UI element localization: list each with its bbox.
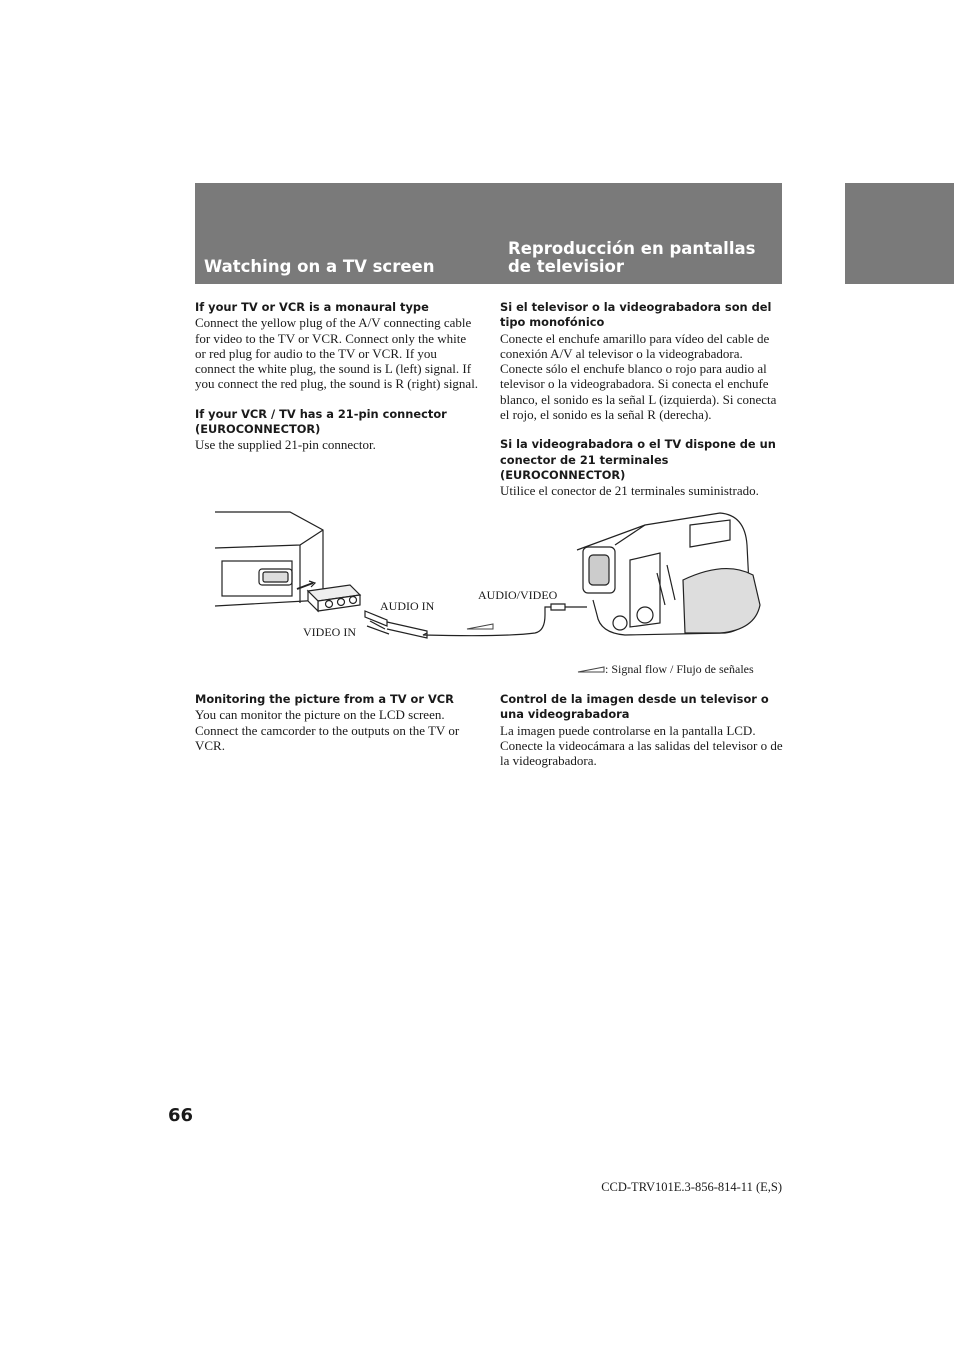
body-21-terminales: Utilice el conector de 21 terminales suministrado. [500, 483, 759, 499]
label-audio-in: AUDIO IN [380, 599, 435, 613]
vcr-illustration [215, 512, 323, 606]
title-english: Watching on a TV screen [204, 257, 435, 276]
spanish-column-lower [500, 692, 784, 768]
camcorder-illustration [577, 513, 760, 635]
english-column-upper [195, 300, 480, 468]
heading-control-imagen: Control de la imagen desde un televisor o una videograbadora [500, 692, 769, 722]
scart-adapter [297, 581, 360, 611]
heading-monofonico: Si el televisor o la videograbadora son del tipo monofónico [500, 300, 772, 330]
title-spanish: Reproducción en pantallas de televisior [508, 239, 756, 276]
signal-flow-legend [577, 662, 754, 677]
body-monaural: Connect the yellow plug of the A/V connecting cable for video to the TV or VCR. Connect only the white or red plug for audio to the TV or VCR. If you connect the white plug, the sound is L (left) signal. If you connect the red plug, the sound is R (right) signal. [195, 315, 479, 392]
label-audio-video: AUDIO/VIDEO [478, 588, 558, 602]
label-video-in: VIDEO IN [303, 625, 356, 639]
document-code: CCD-TRV101E.3-856-814-11 (E,S) [601, 1180, 782, 1194]
heading-monaural: If your TV or VCR is a monaural type [195, 300, 429, 314]
heading-21-terminales: Si la videograbadora o el TV dispone de un conector de 21 terminales (EUROCONNECTOR) [500, 437, 776, 482]
signal-flow-icon [577, 666, 605, 674]
signal-flow-note: : Signal flow / Flujo de señales [605, 662, 754, 676]
english-column-lower [195, 692, 480, 753]
spanish-column-upper [500, 300, 784, 514]
section-tab [845, 183, 954, 284]
heading-21pin: If your VCR / TV has a 21-pin connector (EUROCONNECTOR) [195, 406, 447, 437]
body-21pin: Use the supplied 21-pin connector. [195, 437, 376, 453]
connection-diagram [205, 505, 785, 680]
heading-monitoring: Monitoring the picture from a TV or VCR [195, 692, 454, 706]
page-number: 66 [168, 1105, 194, 1126]
body-control-imagen: La imagen puede controlarse en la pantalla LCD. Conecte la videocámara a las salidas del televisor o de la videograbadora. [500, 722, 783, 769]
body-monofonico: Conecte el enchufe amarillo para vídeo del cable de conexión A/V al televisor o la videograbadora. Conecte sólo el enchufe blanco o rojo para audio al televisor o la videograbadora. Si conecta el enchufe blanco, el sonido es la señal L (izquierda). Si conecta el rojo, el sonido es la señal R (derecha). [500, 330, 777, 423]
signal-arrow [467, 624, 493, 629]
body-monitoring: You can monitor the picture on the LCD screen. Connect the camcorder to the outputs on the TV or VCR. [195, 707, 460, 753]
